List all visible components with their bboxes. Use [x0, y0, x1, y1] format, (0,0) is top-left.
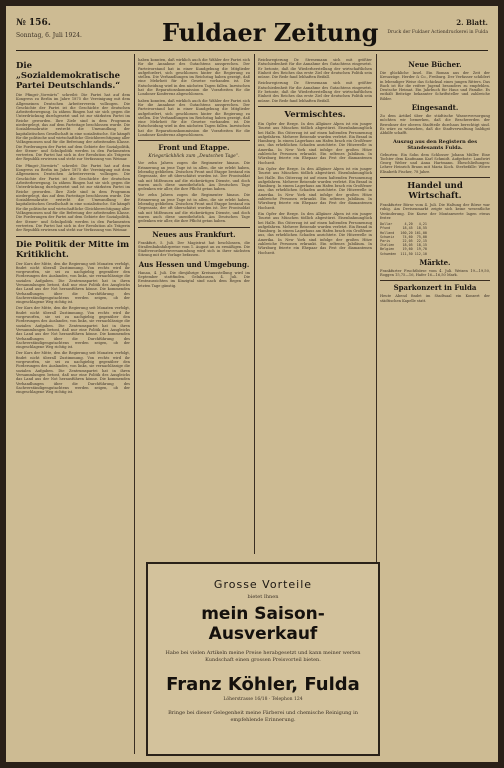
article-body: haben konnten, daß wirklich auch die Wähler der Partei sich für die Annahme des Gutachtens aussprechen. Der Parteivorstand hat in einer Kundgebung die Mitglieder aufgefordert, sich geschlossen hinter die Regierung zu stellen. Die Verhandlungen im Reichstag haben gezeigt, daß eine Mehrheit für die Gesetze vorhanden ist. Die Entscheidung wird in den nächsten Tagen fallen. Inzwischen hat die Reparationskommission die Vorarbeiten für die Londoner Konferenz abgeschlossen. [138, 58, 250, 97]
article-headline: Aus Hessen und Umgebung. [138, 259, 250, 269]
ad-headline: mein Saison-Ausverkauf [201, 604, 325, 644]
article-body: Die glückliche Insel. Ein Roman aus der Zeit der Kreuzzüge. Herder & Co., Freiburg. Der Verfasser schildert in lebendiger Weise das Schicksal eines jungen Ritters. Das Buch ist für die reifere Jugend besonders zu empfehlen. Deutsche Heimat. Ein Jahrbuch für Haus und Familie. Es enthält Beiträge bekannter Schriftsteller und zahlreiche Bilder. [380, 71, 490, 101]
column-2 [138, 58, 250, 290]
article-body: Ein Opfer der Berge. In den Allgäuer Alpen ist ein junger Tourist aus München tödlich abgestürzt. Eisenbahnunglück bei Halle. Ein Güterzug ist auf einen haltenden Personenzug aufgefahren. Mehrere Reisende wurden verletzt. Ein Brand in Hamburg. In einem Lagerhaus am Hafen brach ein Großfeuer aus, das erheblichen Schaden anrichtete. Die Hitzewelle in Amerika. In New York sind infolge der großen Hitze zahlreiche Personen erkrankt. Ein seltenes Jubiläum. In Würzburg feierte ein Ehepaar das Fest der diamantenen Hochzeit. [258, 211, 372, 255]
article-body: Zu dem Artikel über die städtische Wasserversorgung möchten wir bemerken, daß die Beschwerden der Bewohner der oberen Stadtteile durchaus berechtigt sind. Es wäre zu wünschen, daß die Stadtverwaltung baldigst Abhilfe schafft. [380, 114, 490, 136]
article-body: Frankfurt, 5. Juli. Der Magistrat hat beschlossen, die Straßenbahnfahrpreise vom 1. August an zu ermäßigen. Die Stadtverordnetenversammlung wird sich in ihrer nächsten Sitzung mit der Vorlage befassen. [138, 240, 250, 258]
article-body: Ein Opfer der Berge. In den Allgäuer Alpen ist ein junger Tourist aus München tödlich abgestürzt. Eisenbahnunglück bei Halle. Ein Güterzug ist auf einen haltenden Personenzug aufgefahren. Mehrere Reisende wurden verletzt. Ein Brand in Hamburg. In einem Lagerhaus am Hafen brach ein Großfeuer aus, das erheblichen Schaden anrichtete. Die Hitzewelle in Amerika. In New York sind infolge der großen Hitze zahlreiche Personen erkrankt. Ein seltenes Jubiläum. In Würzburg feierte ein Ehepaar das Fest der diamantenen Hochzeit. [258, 166, 372, 210]
article-body: Der Kurs der Mitte, den die Regierung seit Monaten verfolgt, findet nicht überall Zustimmung. Von rechts wird ihr vorgeworfen, sie sei zu nachgiebig gegenüber den Forderungen des Auslandes, von links, sie vernachlässige die sozialen Aufgaben. Die Zentrumspartei hat in ihren Versammlungen betont, daß nur eine Politik des Ausgleichs das Land aus der Not herausführen könne. Die kommenden Verhandlungen über die Durchführung des Sachverständigengutachtens werden zeigen, ob der eingeschlagene Weg richtig ist. [16, 306, 130, 350]
article-body: Frankfurter Börse vom 4. Juli. Die Haltung der Börse war ruhig. Am Devisenmarkt zeigte sich keine wesentliche Veränderung. Die Kurse der Montanwerte lagen etwas fester. [380, 203, 490, 220]
article-headline: Sparkonzert in Fulda [393, 283, 477, 293]
divider [258, 106, 372, 107]
advertisement [146, 562, 380, 756]
article-headline: Neues aus Frankfurt. [152, 229, 236, 239]
column-divider [134, 54, 135, 754]
column-divider [254, 54, 255, 554]
article-headline: Die „Sozialdemokratische Partei Deutschlands.“ [16, 61, 121, 91]
article-body: haben konnten, daß wirklich auch die Wähler der Partei sich für die Annahme des Gutachtens aussprechen. Der Parteivorstand hat in einer Kundgebung die Mitglieder aufgefordert, sich geschlossen hinter die Regierung zu stellen. Die Verhandlungen im Reichstag haben gezeigt, daß eine Mehrheit für die Gesetze vorhanden ist. Die Entscheidung wird in den nächsten Tagen fallen. Inzwischen hat die Reparationskommission die Vorarbeiten für die Londoner Konferenz abgeschlossen. [138, 98, 250, 138]
printer-line: Druck der Fuldaer Actiendruckerei in Fulda [387, 30, 488, 35]
article-headline: Vermischtes. [284, 109, 346, 120]
article-headline: Auszug aus den Registern des Standesamts Fulda. [392, 138, 478, 151]
article-body: Frankfurter Fruchtbörse vom 4. Juli. Weizen 19—19,50, Roggen 15,75—16, Hafer 16—16,50 Mark. [380, 268, 490, 278]
issue-number: № 156. [16, 18, 51, 28]
column-1 [16, 58, 130, 396]
exchange-rate-table: Dollar 4,20 4,21 Pfund 18,45 18,55 Holland 160,20 161,00 Schweiz 74,60 75,00 Paris 22,05 22,15 Italien 18,05 18,15 Belgien 19,60 19,70 Schweden 111,50 112,10 [380, 222, 427, 256]
article-headline: Handel und Wirtschaft. [407, 181, 463, 202]
article-body: Der Kurs der Mitte, den die Regierung seit Monaten verfolgt, findet nicht überall Zustimmung. Von rechts wird ihr vorgeworfen, sie sei zu nachgiebig gegenüber den Forderungen des Auslandes, von links, sie vernachlässige die sozialen Aufgaben. Die Zentrumspartei hat in ihren Versammlungen betont, daß nur eine Politik des Ausgleichs das Land aus der Not herausführen könne. Die kommenden Verhandlungen über die Durchführung des Sachverständigengutachtens werden zeigen, ob der eingeschlagene Weg richtig ist. [16, 261, 130, 305]
article-body: Reichsregierung Dr. Stresemann sich mit größter Entschiedenheit für die Annahme des Gutachtens eingesetzt. Er betonte, daß die Wiederherstellung der wirtschaftlichen Einheit des Reiches das erste Ziel der deutschen Politik sein müsse. Die Rede fand lebhaften Beifall. [258, 81, 372, 103]
ad-line: Grosse Vorteile [213, 578, 313, 591]
ad-line: bietet Ihnen [247, 594, 279, 600]
issue-date: Sonntag, 6. Juli 1924. [16, 32, 82, 39]
article-body: Reichsregierung Dr. Stresemann sich mit größter Entschiedenheit für die Annahme des Gutachtens eingesetzt. Er betonte, daß die Wiederherstellung der wirtschaftlichen Einheit des Reiches das erste Ziel der deutschen Politik sein müsse. Die Rede fand lebhaften Beifall. [258, 58, 372, 80]
divider [380, 280, 490, 281]
ad-text: Bringe bei dieser Gelegenheit meine Färberei und chemische Reinigung in empfehlende Erinnerung. [168, 710, 358, 723]
article-body: Geburten: Ein Sohn dem Schlosser Johann Müller. Eine Tochter dem Kaufmann Karl Schmidt. Aufgebote: Landwirt Georg Weber und Anna Hartmann. Eheschließungen: Lehrer Heinrich Braun mit Maria Koch. Sterbefälle: Witwe Elisabeth Fischer, 78 Jahre. [380, 152, 490, 174]
sheet-number: 2. Blatt. [456, 18, 488, 27]
article-body: Die Pfingst-„Vorwärts“ schreibt: Die Partei hat auf dem Kongress zu Berlin im Jahre 1875 die Vereinigung mit dem Allgemeinen Deutschen Arbeiterverein vollzogen. Die Geschichte der Partei ist die Geschichte der deutschen Arbeiterbewegung. In zähem Ringen hat sie sich gegen die Unterdrückung durchgesetzt und ist zur stärksten Partei im Reiche geworden. Ihre Ziele sind in dem Programm niedergelegt, das auf dem Parteitage beschlossen wurde. Die Sozialdemokratie erstrebt die Umwandlung der kapitalistischen Gesellschaft in eine sozialistische. Sie kämpft für die politische und wirtschaftliche Gleichberechtigung aller Volksgenossen und für die Befreiung der arbeitenden Klasse. Die Forderungen der Partei auf dem Gebiete der Sozialpolitik, der Steuer- und Schulpolitik werden in den Parlamenten vertreten. Die Partei hat sich in der Revolution als Trägerin der Republik erwiesen und steht zur Verfassung von Weimar. [16, 163, 130, 233]
article-headline: Die Politik der Mitte im Kritiklicht. [16, 239, 130, 260]
newspaper-page [6, 6, 498, 762]
column-3 [258, 58, 372, 257]
article-headline: Neue Bücher. [408, 60, 462, 69]
article-body: Die Pfingst-„Vorwärts“ schreibt: Die Partei hat auf dem Kongress zu Berlin im Jahre 1875 die Vereinigung mit dem Allgemeinen Deutschen Arbeiterverein vollzogen. Die Geschichte der Partei ist die Geschichte der deutschen Arbeiterbewegung. In zähem Ringen hat sie sich gegen die Unterdrückung durchgesetzt und ist zur stärksten Partei im Reiche geworden. Ihre Ziele sind in dem Programm niedergelegt, das auf dem Parteitage beschlossen wurde. Die Sozialdemokratie erstrebt die Umwandlung der kapitalistischen Gesellschaft in eine sozialistische. Sie kämpft für die politische und wirtschaftliche Gleichberechtigung aller Volksgenossen und für die Befreiung der arbeitenden Klasse. Die Forderungen der Partei auf dem Gebiete der Sozialpolitik, der Steuer- und Schulpolitik werden in den Parlamenten vertreten. Die Partei hat sich in der Revolution als Trägerin der Republik erwiesen und steht zur Verfassung von Weimar. [16, 93, 130, 162]
divider [380, 177, 490, 178]
divider [16, 236, 130, 237]
article-body: Der Kurs der Mitte, den die Regierung seit Monaten verfolgt, findet nicht überall Zustimmung. Von rechts wird ihr vorgeworfen, sie sei zu nachgiebig gegenüber den Forderungen des Auslandes, von links, sie vernachlässige die sozialen Aufgaben. Die Zentrumspartei hat in ihren Versammlungen betont, daß nur eine Politik des Ausgleichs das Land aus der Not herausführen könne. Die kommenden Verhandlungen über die Durchführung des Sachverständigengutachtens werden zeigen, ob der eingeschlagene Weg richtig ist. [16, 351, 130, 395]
article-body: Vor zehn Jahren zogen die Regimenter hinaus. Die Erinnerung an jene Tage ist in allen, die sie erlebt haben, lebendig geblieben. Zwischen Front und Etappe bestand ein Gegensatz, der oft überschätzt worden ist. Der Frontsoldat sah mit Mißtrauen auf die rückwärtigen Dienste, und doch waren auch diese unentbehrlich. Am Deutschen Tage gedenken wir aller, die ihre Pflicht getan haben. [138, 193, 250, 224]
ad-text: Habe bei vielen Artikeln meine Preise herabgesetzt und kann meiner werten Kundschaft einen grossen Preisvorteil bieten. [165, 650, 361, 663]
article-body: Heute Abend findet im Stadtsaal ein Konzert der städtischen Kapelle statt. [380, 294, 490, 303]
article-headline: Front und Etappe. [158, 143, 230, 153]
newspaper-title: Fuldaer Zeitung [162, 18, 379, 47]
ad-address: Löherstrasse 16/18 · Telephon 124 [223, 697, 303, 702]
article-body: Vor zehn Jahren zogen die Regimenter hinaus. Die Erinnerung an jene Tage ist in allen, die sie erlebt haben, lebendig geblieben. Zwischen Front und Etappe bestand ein Gegensatz, der oft überschätzt worden ist. Der Frontsoldat sah mit Mißtrauen auf die rückwärtigen Dienste, und doch waren auch diese unentbehrlich. Am Deutschen Tage gedenken wir aller, die ihre Pflicht getan haben. [138, 161, 250, 192]
article-body: Hanau, 4. Juli. Die diesjährige Kreisausstellung wird im September stattfinden. Gelnhausen, 4. Juli. Die Ernteaussichten im Kinzigtal sind nach dem Regen der letzten Tage günstig. [138, 270, 250, 288]
article-headline: Eingesandt. [411, 103, 459, 113]
article-subheadline: Kriegsrückblick zum „Deutschen Tage“. [148, 154, 240, 160]
article-body: Ein Opfer der Berge. In den Allgäuer Alpen ist ein junger Tourist aus München tödlich abgestürzt. Eisenbahnunglück bei Halle. Ein Güterzug ist auf einen haltenden Personenzug aufgefahren. Mehrere Reisende wurden verletzt. Ein Brand in Hamburg. In einem Lagerhaus am Hafen brach ein Großfeuer aus, das erheblichen Schaden anrichtete. Die Hitzewelle in Amerika. In New York sind infolge der großen Hitze zahlreiche Personen erkrankt. Ein seltenes Jubiläum. In Würzburg feierte ein Ehepaar das Fest der diamantenen Hochzeit. [258, 121, 372, 165]
masthead [16, 16, 488, 51]
column-4 [380, 58, 490, 305]
divider [138, 227, 250, 228]
article-headline: Märkte. [419, 257, 451, 267]
divider [138, 140, 250, 141]
ad-company-name: Franz Köhler, Fulda [166, 674, 360, 695]
